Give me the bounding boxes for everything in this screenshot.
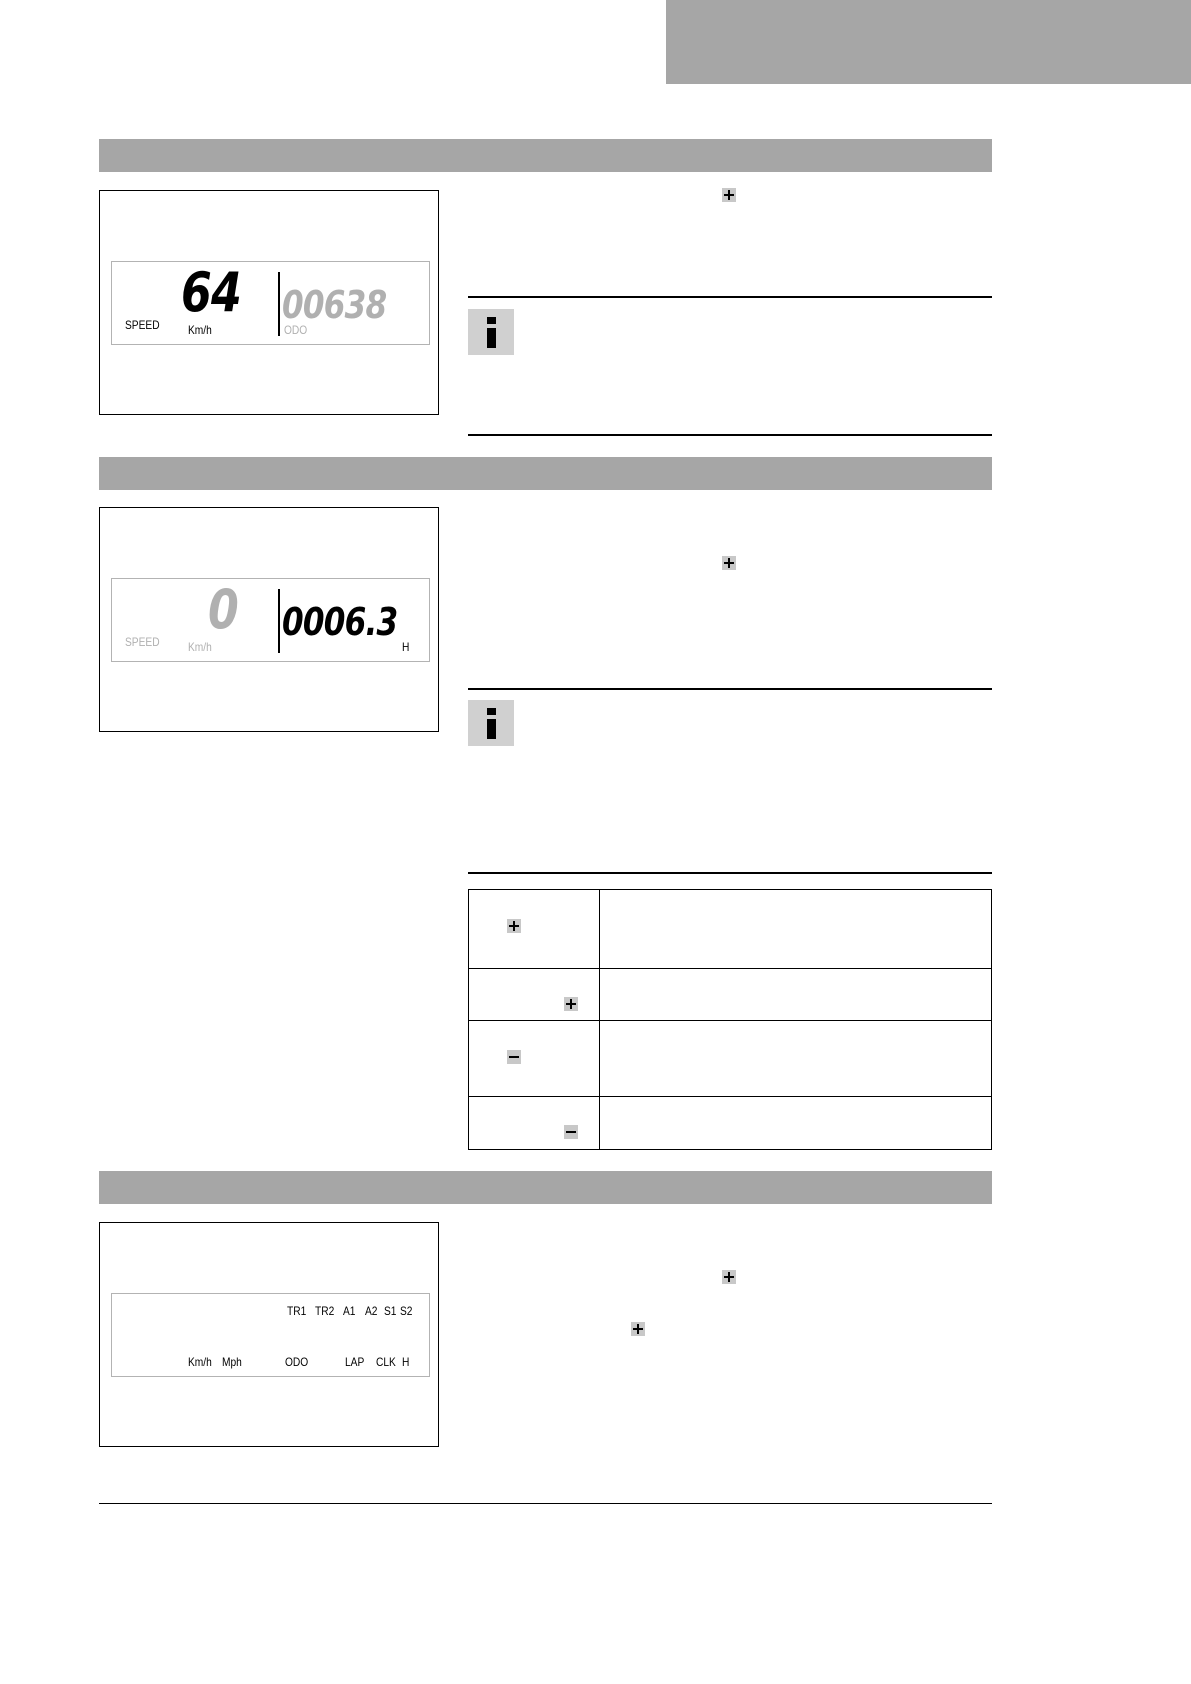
hours-label: H: [402, 640, 410, 654]
odo-value: 00638: [282, 283, 387, 327]
indicator-h: H: [402, 1355, 410, 1369]
speed-label: SPEED: [125, 635, 160, 649]
plus-key-icon: [507, 919, 521, 933]
odo-label: ODO: [284, 323, 308, 337]
speed-label: SPEED: [125, 318, 160, 332]
lcd-display: [111, 261, 430, 345]
indicator-tr1: TR1: [287, 1304, 307, 1318]
figure-indicator-overview: [99, 1222, 439, 1447]
hours-value: 0006.3: [282, 600, 398, 644]
minus-key-icon: [507, 1050, 521, 1064]
lcd-display: [111, 1293, 430, 1377]
figure-speed-hours: [99, 507, 439, 732]
note-top-rule: [468, 688, 992, 690]
indicator-odo: ODO: [285, 1355, 309, 1369]
indicator-clk: CLK: [376, 1355, 396, 1369]
indicator-lap: LAP: [345, 1355, 365, 1369]
speed-value: 0: [208, 578, 238, 641]
indicator-kmh: Km/h: [188, 1355, 212, 1369]
indicator-a2: A2: [365, 1304, 378, 1318]
display-divider: [278, 272, 280, 336]
info-icon: [468, 700, 514, 746]
note-bottom-rule: [468, 434, 992, 436]
plus-key-icon: [631, 1322, 645, 1336]
corner-tab: [666, 0, 1191, 84]
plus-key-icon: [722, 1270, 736, 1284]
table-row-divider: [469, 968, 991, 969]
plus-key-icon: [722, 188, 736, 202]
plus-key-icon: [564, 997, 578, 1011]
table-row-divider: [469, 1096, 991, 1097]
section-bar-1: [99, 139, 992, 172]
indicator-tr2: TR2: [315, 1304, 335, 1318]
indicator-mph: Mph: [222, 1355, 242, 1369]
info-icon: [468, 309, 514, 355]
indicator-a1: A1: [343, 1304, 356, 1318]
minus-key-icon: [564, 1125, 578, 1139]
display-divider: [278, 589, 280, 653]
indicator-s1: S1: [384, 1304, 397, 1318]
footer-rule: [99, 1503, 992, 1504]
key-function-table: [468, 889, 992, 1150]
table-row-divider: [469, 1020, 991, 1021]
section-bar-2: [99, 457, 992, 490]
note-top-rule: [468, 296, 992, 298]
figure-speed-odo: [99, 190, 439, 415]
note-bottom-rule: [468, 872, 992, 874]
plus-key-icon: [722, 556, 736, 570]
unit-label: Km/h: [188, 323, 212, 337]
lcd-display: [111, 578, 430, 662]
unit-label: Km/h: [188, 640, 212, 654]
section-bar-3: [99, 1171, 992, 1204]
indicator-s2: S2: [400, 1304, 413, 1318]
speed-value: 64: [181, 261, 241, 324]
